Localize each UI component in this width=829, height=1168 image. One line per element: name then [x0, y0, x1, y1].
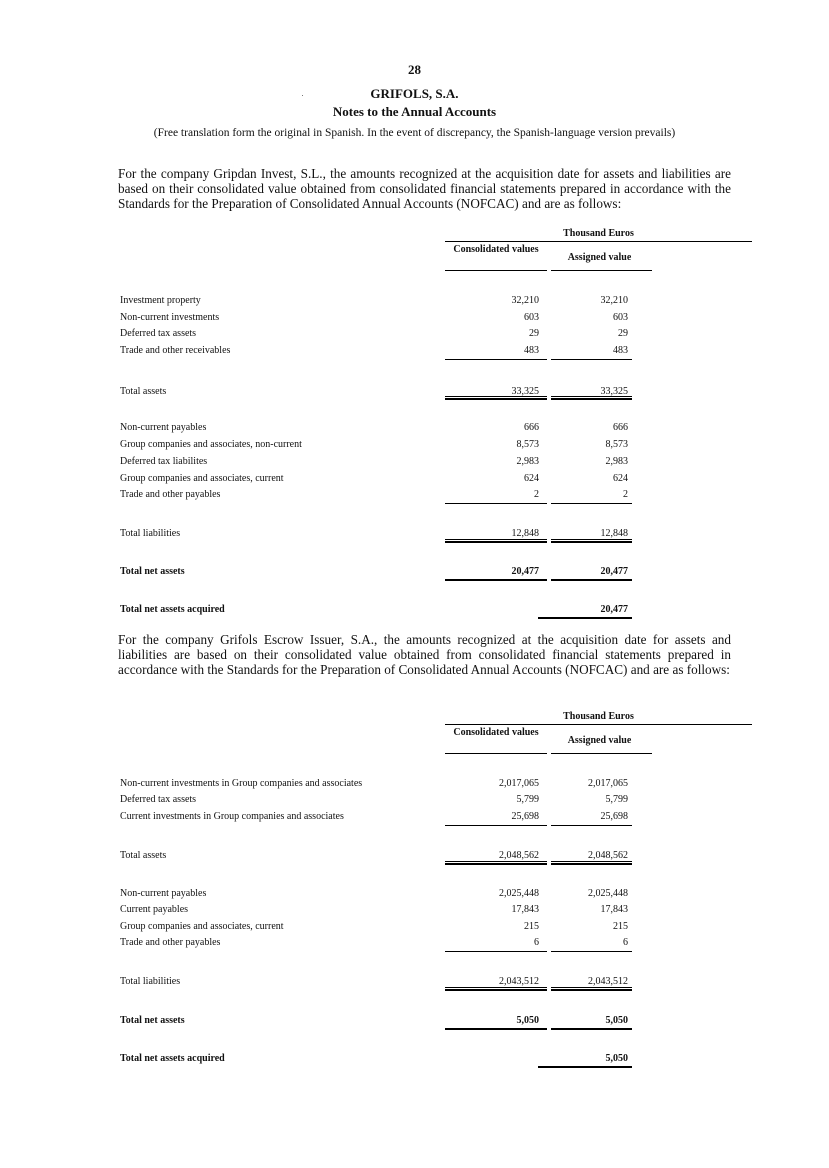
table-row: [118, 422, 636, 436]
row-assigned-value: 25,698: [600, 811, 628, 822]
row-label: Deferred tax assets: [120, 794, 197, 805]
row-consolidated-value: 17,843: [511, 904, 539, 915]
row-label: Total net assets acquired: [120, 1053, 225, 1064]
row-assigned-value: 2,025,448: [588, 888, 628, 899]
row-assigned-value: 33,325: [600, 386, 628, 397]
table-row: [118, 312, 636, 326]
row-consolidated-value: 2,043,512: [499, 976, 539, 987]
row-label: Trade and other payables: [120, 489, 221, 500]
row-label: Total assets: [120, 386, 167, 397]
table-row: [118, 489, 636, 503]
row-consolidated-value: 2,983: [516, 456, 539, 467]
row-assigned-value: 20,477: [600, 604, 628, 615]
row-assigned-value: 624: [613, 473, 628, 484]
table-row: [118, 295, 636, 309]
table-row: [118, 604, 636, 618]
row-assigned-value: 17,843: [600, 904, 628, 915]
row-consolidated-value: 2,017,065: [499, 778, 539, 789]
row-consolidated-value: 5,050: [516, 1015, 539, 1026]
row-consolidated-value: 25,698: [511, 811, 539, 822]
row-consolidated-value: 8,573: [516, 439, 539, 450]
section2-intro: For the company Grifols Escrow Issuer, S.A., the amounts recognized at the acquisition date for assets and liabilities are based on their consolidated value obtained from consolidated financial statements prepared in accordance with the Standards for the Preparation of Consolidated Annual Accounts (NOFCAC) and are as follows:: [118, 632, 731, 677]
row-assigned-value: 603: [613, 312, 628, 323]
row-consolidated-value: 29: [529, 328, 539, 339]
row-consolidated-value: 32,210: [511, 295, 539, 306]
table-row: [118, 328, 636, 342]
row-label: Non-current payables: [120, 888, 207, 899]
row-label: Group companies and associates, current: [120, 473, 284, 484]
row-label: Investment property: [120, 295, 201, 306]
row-consolidated-value: 12,848: [511, 528, 539, 539]
row-assigned-value: 2,043,512: [588, 976, 628, 987]
table-row: [118, 904, 636, 918]
row-assigned-value: 6: [623, 937, 628, 948]
table-row: [118, 345, 636, 359]
row-assigned-value: 20,477: [600, 566, 628, 577]
table-row: [118, 937, 636, 951]
company-name: GRIFOLS, S.A.: [370, 86, 459, 101]
col-header-assigned: Assigned value: [567, 735, 632, 746]
table-row: [118, 794, 636, 808]
row-assigned-value: 2,017,065: [588, 778, 628, 789]
row-label: Current payables: [120, 904, 189, 915]
row-consolidated-value: 20,477: [511, 566, 539, 577]
row-assigned-value: 2,983: [605, 456, 628, 467]
table-group-header: Thousand Euros: [445, 711, 752, 725]
row-label: Group companies and associates, non-current: [120, 439, 302, 450]
row-consolidated-value: 33,325: [511, 386, 539, 397]
col-header-assigned: Assigned value: [567, 252, 632, 263]
table-row: [118, 811, 636, 825]
table-row: [118, 1015, 636, 1029]
table-row: [118, 888, 636, 902]
row-consolidated-value: 6: [534, 937, 539, 948]
row-assigned-value: 666: [613, 422, 628, 433]
col-header-consolidated: Consolidated values: [453, 244, 539, 255]
row-label: Deferred tax liabilites: [120, 456, 208, 467]
table-row: [118, 473, 636, 487]
table-row: [118, 456, 636, 470]
row-assigned-value: 8,573: [605, 439, 628, 450]
row-label: Total liabilities: [120, 528, 181, 539]
row-assigned-value: 32,210: [600, 295, 628, 306]
row-assigned-value: 5,799: [605, 794, 628, 805]
document-title: Notes to the Annual Accounts: [332, 104, 497, 119]
row-label: Deferred tax assets: [120, 328, 197, 339]
table-row: [118, 778, 636, 792]
row-label: Trade and other receivables: [120, 345, 231, 356]
row-consolidated-value: 2: [534, 489, 539, 500]
row-label: Trade and other payables: [120, 937, 221, 948]
table-row: [118, 566, 636, 580]
row-consolidated-value: 603: [524, 312, 539, 323]
row-consolidated-value: 215: [524, 921, 539, 932]
translation-note: (Free translation form the original in Spanish. In the event of discrepancy, the Spanish-language version prevails): [153, 127, 676, 139]
row-label: Total net assets acquired: [120, 604, 225, 615]
table-row: [118, 439, 636, 453]
table-group-header: Thousand Euros: [445, 228, 752, 242]
table-row: [118, 921, 636, 935]
page-number: 28: [408, 62, 421, 77]
row-assigned-value: 12,848: [600, 528, 628, 539]
row-assigned-value: 29: [618, 328, 628, 339]
row-assigned-value: 5,050: [605, 1053, 628, 1064]
row-consolidated-value: 666: [524, 422, 539, 433]
row-assigned-value: 483: [613, 345, 628, 356]
row-consolidated-value: 5,799: [516, 794, 539, 805]
col-header-consolidated: Consolidated values: [453, 727, 539, 738]
table-row: [118, 1053, 636, 1067]
row-assigned-value: 2: [623, 489, 628, 500]
row-assigned-value: 5,050: [605, 1015, 628, 1026]
row-consolidated-value: 2,025,448: [499, 888, 539, 899]
row-label: Group companies and associates, current: [120, 921, 284, 932]
row-consolidated-value: 624: [524, 473, 539, 484]
section1-intro: For the company Gripdan Invest, S.L., the amounts recognized at the acquisition date for assets and liabilities are based on their consolidated value obtained from consolidated financial statements prepared in accordance with the Standards for the Preparation of Consolidated Annual Accounts (NOFCAC) and are as follows:: [118, 166, 731, 211]
row-label: Total assets: [120, 850, 167, 861]
row-label: Non-current payables: [120, 422, 207, 433]
row-label: Non-current investments in Group companies and associates: [120, 778, 363, 789]
row-label: Current investments in Group companies and associates: [120, 811, 344, 822]
row-consolidated-value: 2,048,562: [499, 850, 539, 861]
row-label: Non-current investments: [120, 312, 220, 323]
row-label: Total liabilities: [120, 976, 181, 987]
row-label: Total net assets: [120, 1015, 185, 1026]
row-assigned-value: 215: [613, 921, 628, 932]
row-consolidated-value: 483: [524, 345, 539, 356]
row-assigned-value: 2,048,562: [588, 850, 628, 861]
row-label: Total net assets: [120, 566, 185, 577]
